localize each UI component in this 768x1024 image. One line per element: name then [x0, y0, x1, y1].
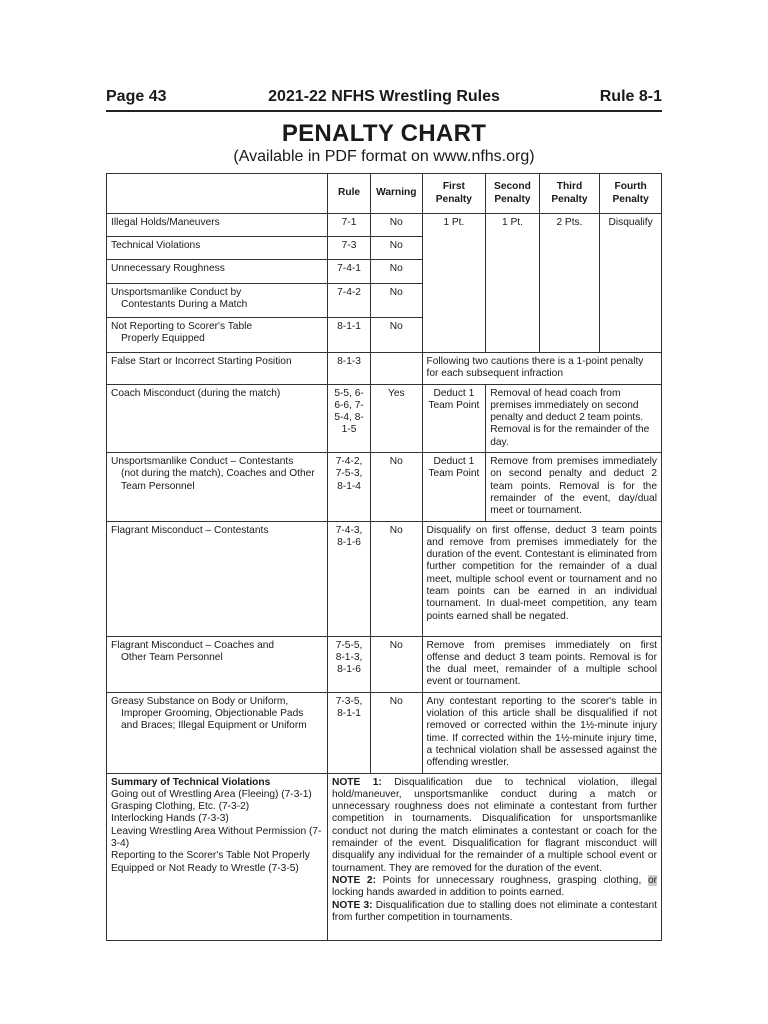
infraction-cell: False Start or Incorrect Starting Position: [107, 353, 328, 385]
infraction-line: Not Reporting to Scorer's Table: [111, 321, 253, 332]
penalty-chart-table: [106, 173, 662, 941]
penalty-text-cell: Removal of head coach from premises immediately on second penalty and deduct 2 team points. Removal is for the remainder of the day.: [486, 384, 662, 452]
infraction-line: Unsportsmanlike Conduct – Contestants: [111, 456, 294, 468]
note-1-text: Disqualification due to technical violation, illegal hold/maneuver, unsportsmanlike conduct during a match or unnecessary roughness does not eliminate a contestant from further competition in tournaments. Disqualification for unsportsmanlike conduct not during the match eliminates a contestant or coach for the remainder of the event. Disqualification for flagrant misconduct will disqualify any individual for the remainder of a multiple school event or tournament. They are removed for the duration of the event.: [331, 776, 657, 874]
header-fourth-penalty: Fourth Penalty: [600, 174, 662, 214]
header-rule: Rule: [327, 174, 370, 214]
infraction-line: Properly Equipped: [121, 333, 205, 345]
warning-cell: [371, 353, 422, 385]
table-row: [107, 353, 662, 385]
summary-row: [107, 773, 662, 940]
rule-cell: 7-4-2: [327, 284, 370, 318]
note-3-text: Disqualification due to stalling does not eliminate a contestant from further competition in tournaments.: [331, 899, 657, 923]
infraction-line: Improper Grooming, Objectionable Pads and Braces; Illegal Equipment or Uniform: [121, 708, 307, 732]
warning-cell: No: [371, 636, 422, 692]
header-warning: Warning: [371, 174, 422, 214]
infraction-line: Greasy Substance on Body or Uniform,: [111, 695, 289, 707]
list-item: Reporting to the Scorer's Table Not Properly Equipped or Not Ready to Wrestle (7-3-5): [111, 850, 310, 874]
warning-cell: No: [371, 237, 422, 260]
running-head: [106, 86, 662, 110]
first-penalty-cell: Deduct 1 Team Point: [422, 453, 486, 521]
infraction-line: (not during the match), Coaches and Other Team Personnel: [121, 468, 315, 492]
note-2-text: locking hands awarded in addition to points earned.: [331, 887, 565, 899]
table-row: [107, 384, 662, 452]
rule-cell: 8-1-3: [327, 353, 370, 385]
summary-heading: Summary of Technical Violations: [111, 776, 271, 788]
table-row: [107, 692, 662, 773]
header-divider: [106, 110, 662, 112]
penalty-text-cell: Remove from premises immediately on first offense and deduct 3 team points. Removal is for the dual meet, remainder of a multiple school event or tournament.: [422, 636, 662, 692]
table-row: [107, 521, 662, 636]
highlighted-word: or: [647, 874, 657, 886]
notes-cell: [327, 773, 661, 940]
header-third-penalty: Third Penalty: [539, 174, 600, 214]
rule-cell: 7-1: [327, 214, 370, 237]
first-penalty-cell: Deduct 1 Team Point: [422, 384, 486, 452]
page-title: PENALTY CHART: [281, 120, 487, 147]
infraction-line: Other Team Personnel: [121, 651, 223, 663]
penalty-text-cell: Following two cautions there is a 1-point penalty for each subsequent infraction: [422, 353, 662, 385]
warning-cell: No: [371, 692, 422, 773]
page-subtitle: (Available in PDF format on www.nfhs.org): [233, 148, 535, 165]
list-item: Going out of Wrestling Area (Fleeing) (7-3-1): [111, 788, 312, 800]
note-2-label: NOTE 2:: [331, 874, 376, 886]
infraction-cell: Flagrant Misconduct – Contestants: [107, 521, 328, 636]
rule-cell: 5-5, 6-6-6, 7-5-4, 8-1-5: [327, 384, 370, 452]
second-penalty-cell: 1 Pt.: [486, 214, 539, 353]
infraction-cell: Technical Violations: [107, 237, 328, 260]
header-infraction: [107, 174, 328, 214]
infraction-cell: [107, 692, 328, 773]
note-1-label: NOTE 1:: [331, 776, 382, 788]
summary-cell: [107, 773, 328, 940]
note-2-text: Points for unnecessary roughness, grasping clothing,: [382, 874, 642, 886]
infraction-cell: [107, 453, 328, 521]
rule-cell: 7-5-5, 8-1-3, 8-1-6: [327, 636, 370, 692]
rule-reference: Rule 8-1: [599, 88, 662, 105]
list-item: Grasping Clothing, Etc. (7-3-2): [111, 801, 250, 813]
third-penalty-cell: 2 Pts.: [539, 214, 600, 353]
warning-cell: No: [371, 453, 422, 521]
infraction-cell: [107, 636, 328, 692]
warning-cell: No: [371, 214, 422, 237]
table-row: [107, 214, 662, 237]
penalty-text-cell: Remove from premises immediately on second penalty and deduct 2 team points. Removal is for the remainder of the event, day/dual meet or tournament.: [486, 453, 662, 521]
infraction-cell: Unnecessary Roughness: [107, 260, 328, 284]
note-3-label: NOTE 3:: [331, 899, 373, 911]
table-row: [107, 636, 662, 692]
rule-cell: 7-4-3, 8-1-6: [327, 521, 370, 636]
penalty-text-cell: Disqualify on first offense, deduct 3 team points and remove from premises immediately for the duration of the event. Contestant is eliminated from further competition for the remainder of a dual meet, multiple school event or tournament and no team points can be earned in an individual tournament. In dual-meet competition, any team points earned shall be negated.: [422, 521, 662, 636]
first-penalty-cell: 1 Pt.: [422, 214, 486, 353]
infraction-cell: Illegal Holds/Maneuvers: [107, 214, 328, 237]
fourth-penalty-cell: Disqualify: [600, 214, 662, 353]
rule-cell: 7-4-2, 7-5-3, 8-1-4: [327, 453, 370, 521]
rule-cell: 7-4-1: [327, 260, 370, 284]
penalty-text-cell: Any contestant reporting to the scorer's table in violation of this article shall be disqualified if not removed or corrected within the 1½-minute injury time. If corrected within the 1½-minute injury time, a technical violation shall be assessed against the offending wrestler.: [422, 692, 662, 773]
rule-cell: 8-1-1: [327, 318, 370, 353]
warning-cell: No: [371, 284, 422, 318]
infraction-line: Contestants During a Match: [121, 299, 248, 311]
header-first-penalty: First Penalty: [422, 174, 486, 214]
infraction-cell: [107, 284, 328, 318]
warning-cell: No: [371, 521, 422, 636]
warning-cell: No: [371, 318, 422, 353]
header-second-penalty: Second Penalty: [486, 174, 539, 214]
warning-cell: No: [371, 260, 422, 284]
list-item: Leaving Wrestling Area Without Permission (7-3-4): [111, 825, 322, 850]
infraction-cell: [107, 318, 328, 353]
book-title: 2021-22 NFHS Wrestling Rules: [268, 88, 500, 105]
page-number: Page 43: [106, 88, 167, 105]
infraction-cell: Coach Misconduct (during the match): [107, 384, 328, 452]
table-header-row: [107, 174, 662, 214]
infraction-line: Flagrant Misconduct – Coaches and: [111, 639, 275, 651]
rule-cell: 7-3-5, 8-1-1: [327, 692, 370, 773]
warning-cell: Yes: [371, 384, 422, 452]
rule-cell: 7-3: [327, 237, 370, 260]
table-row: [107, 453, 662, 521]
list-item: Interlocking Hands (7-3-3): [111, 813, 229, 825]
infraction-line: Unsportsmanlike Conduct by: [111, 287, 242, 298]
